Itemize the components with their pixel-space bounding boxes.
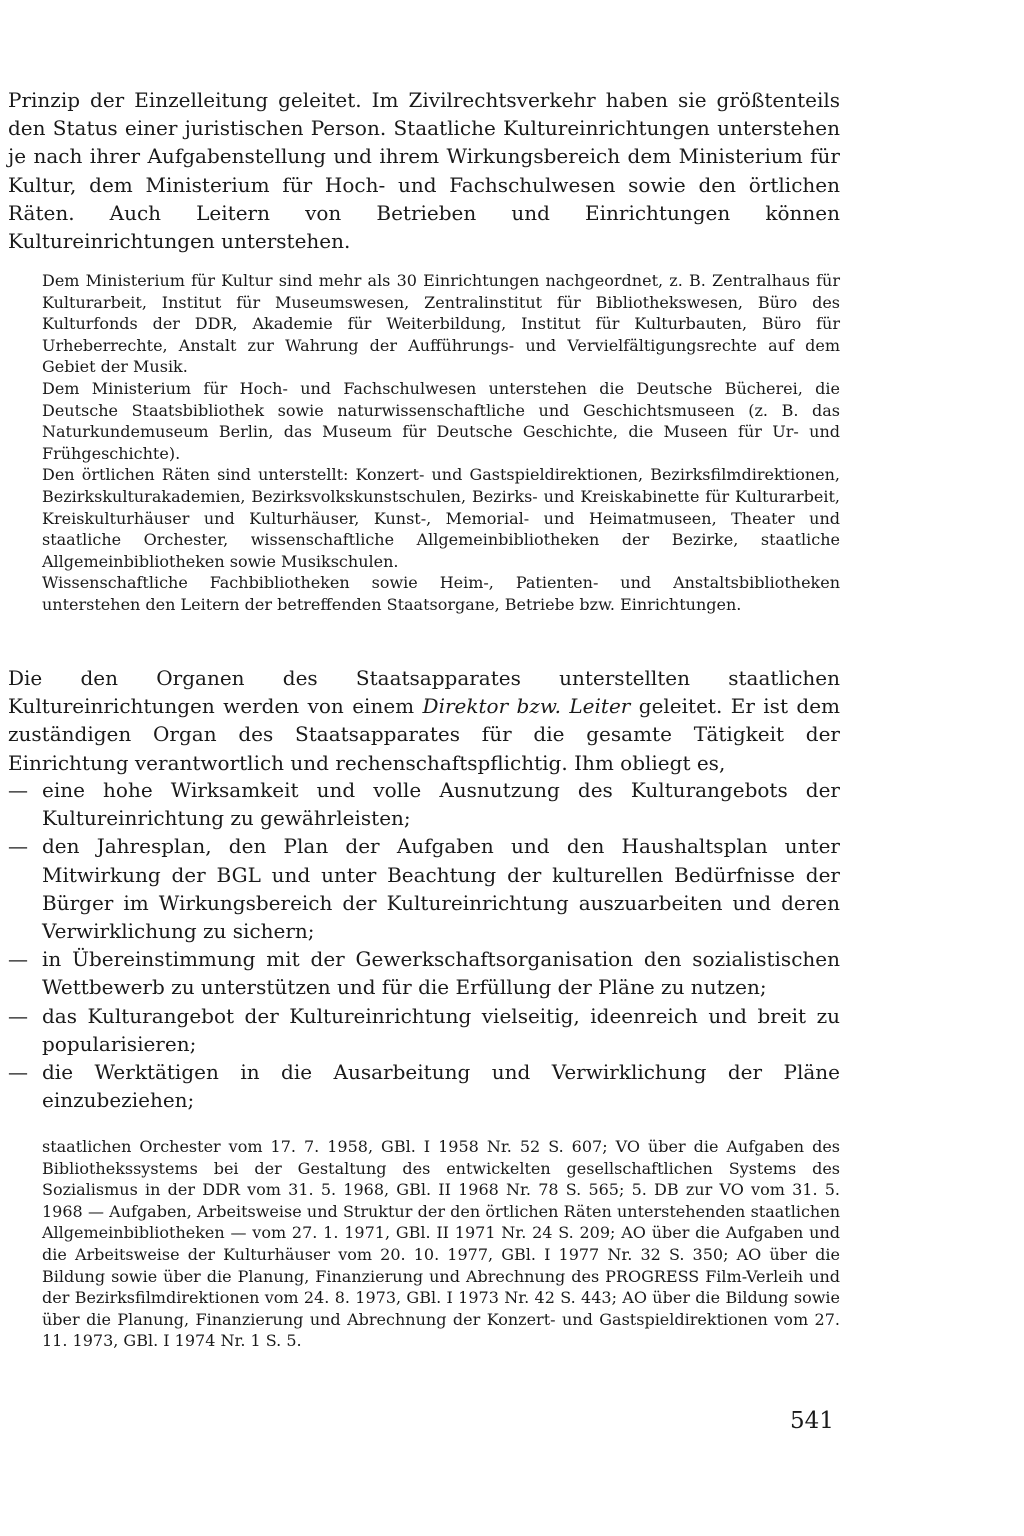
director-text-before: Die den Organen des Staatsapparates unterstellten staatlichen Kultureinrichtungen werden von einem <box>8 666 840 719</box>
duty-item: — in Übereinstimmung mit der Gewerkschaftsorganisation den sozialistischen Wettbewerb zu unterstützen und für die Erfüllung der Pläne zu nutzen; <box>8 945 840 1001</box>
note-specialist-libraries: Wissenschaftliche Fachbibliotheken sowie Heim-, Patienten- und Anstaltsbibliotheken unterstehen den Leitern der betreffenden Staatsorgane, Betriebe bzw. Einrichtungen. <box>42 573 840 614</box>
director-emphasis: Direktor bzw. Leiter <box>422 694 631 719</box>
institutions-notes <box>42 270 840 616</box>
duty-item: — eine hohe Wirksamkeit und volle Ausnutzung des Kulturangebots der Kultureinrichtung zu gewährleisten; <box>8 776 840 832</box>
intro-paragraph: Prinzip der Einzelleitung geleitet. Im Zivilrechtsverkehr haben sie größtenteils den Status einer juristischen Person. Staatliche Kultureinrichtungen unterstehen je nach ihrer Aufgabenstellung und ihrem Wirkungsbereich dem Ministerium für Kultur, dem Ministerium für Hoch- und Fachschulwesen sowie den örtlichen Räten. Auch Leitern von Betrieben und Einrichtungen können Kultureinrichtungen unterstehen. <box>8 88 840 254</box>
note-ministry-culture: Dem Ministerium für Kultur sind mehr als 30 Einrichtungen nachgeordnet, z. B. Zentralhaus für Kulturarbeit, Institut für Museumswesen, Zentralinstitut für Bibliothekswesen, Büro des Kulturfonds der DDR, Akademie für Weiterbildung, Institut für Kulturbauten, Büro für Urheberrechte, Anstalt zur Wahrung der Aufführungs- und Vervielfältigungsrechte auf dem Gebiet der Musik. <box>42 271 840 377</box>
duty-item: — die Werktätigen in die Ausarbeitung und Verwirklichung der Pläne einzubeziehen; <box>8 1058 840 1114</box>
note-local-councils: Den örtlichen Räten sind unterstellt: Konzert- und Gastspieldirektionen, Bezirksfilmdirektionen, Bezirkskulturakademien, Bezirksvolkskunstschulen, Bezirks- und Kreiskabinette für Kulturarbeit, Kreiskulturhäuser und Kulturhäuser, Kunst-, Memorial- und Heimatmuseen, Theater und staatliche Orchester, wissenschaftliche Allgemeinbibliotheken der Bezirke, staatliche Allgemeinbibliotheken sowie Musikschulen. <box>42 465 840 571</box>
duty-item: — das Kulturangebot der Kultureinrichtung vielseitig, ideenreich und breit zu popularisieren; <box>8 1002 840 1058</box>
director-paragraph <box>8 664 840 777</box>
footnote: staatlichen Orchester vom 17. 7. 1958, GBl. I 1958 Nr. 52 S. 607; VO über die Aufgaben des Bibliothekssystems bei der Gestaltung des entwickelten gesellschaftlichen Systems des Sozialismus in der DDR vom 31. 5. 1968, GBl. II 1968 Nr. 78 S. 565; 5. DB zur VO vom 31. 5. 1968 — Aufgaben, Arbeitsweise und Struktur der den örtlichen Räten unterstehenden staatlichen Allgemeinbibliotheken — vom 27. 1. 1971, GBl. II 1971 Nr. 24 S. 209; AO über die Aufgaben und die Arbeitsweise der Kulturhäuser vom 20. 10. 1977, GBl. I 1977 Nr. 32 S. 350; AO über die Bildung sowie über die Planung, Finanzierung und Abrechnung des PROGRESS Film-Verleih und der Bezirksfilmdirektionen vom 24. 8. 1973, GBl. I 1973 Nr. 42 S. 443; AO über die Bildung sowie über die Planung, Finanzierung und Abrechnung der Konzert- und Gastspieldirektionen vom 27. 11. 1973, GBl. I 1974 Nr. 1 S. 5. <box>42 1137 840 1351</box>
duties-list <box>8 776 840 1114</box>
note-ministry-higher-education: Dem Ministerium für Hoch- und Fachschulwesen unterstehen die Deutsche Bücherei, die Deutsche Staatsbibliothek sowie naturwissenschaftliche und Geschichtsmuseen (z. B. das Naturkundemuseum Berlin, das Museum für Deutsche Geschichte, die Museen für Ur- und Frühgeschichte). <box>42 378 840 463</box>
duty-item: — den Jahresplan, den Plan der Aufgaben und den Haushaltsplan unter Mitwirkung der BGL und unter Beachtung der kulturellen Bedürfnisse der Bürger im Wirkungsbereich der Kultureinrichtung auszuarbeiten und deren Verwirklichung zu sichern; <box>8 832 840 945</box>
page-number: 541 <box>790 1408 834 1434</box>
director-text-after: geleitet. Er ist dem zuständigen Organ des Staatsapparates für die gesamte Tätigkeit der Einrichtung verantwortlich und rechenschaftspflichtig. Ihm obliegt es, <box>8 694 840 775</box>
